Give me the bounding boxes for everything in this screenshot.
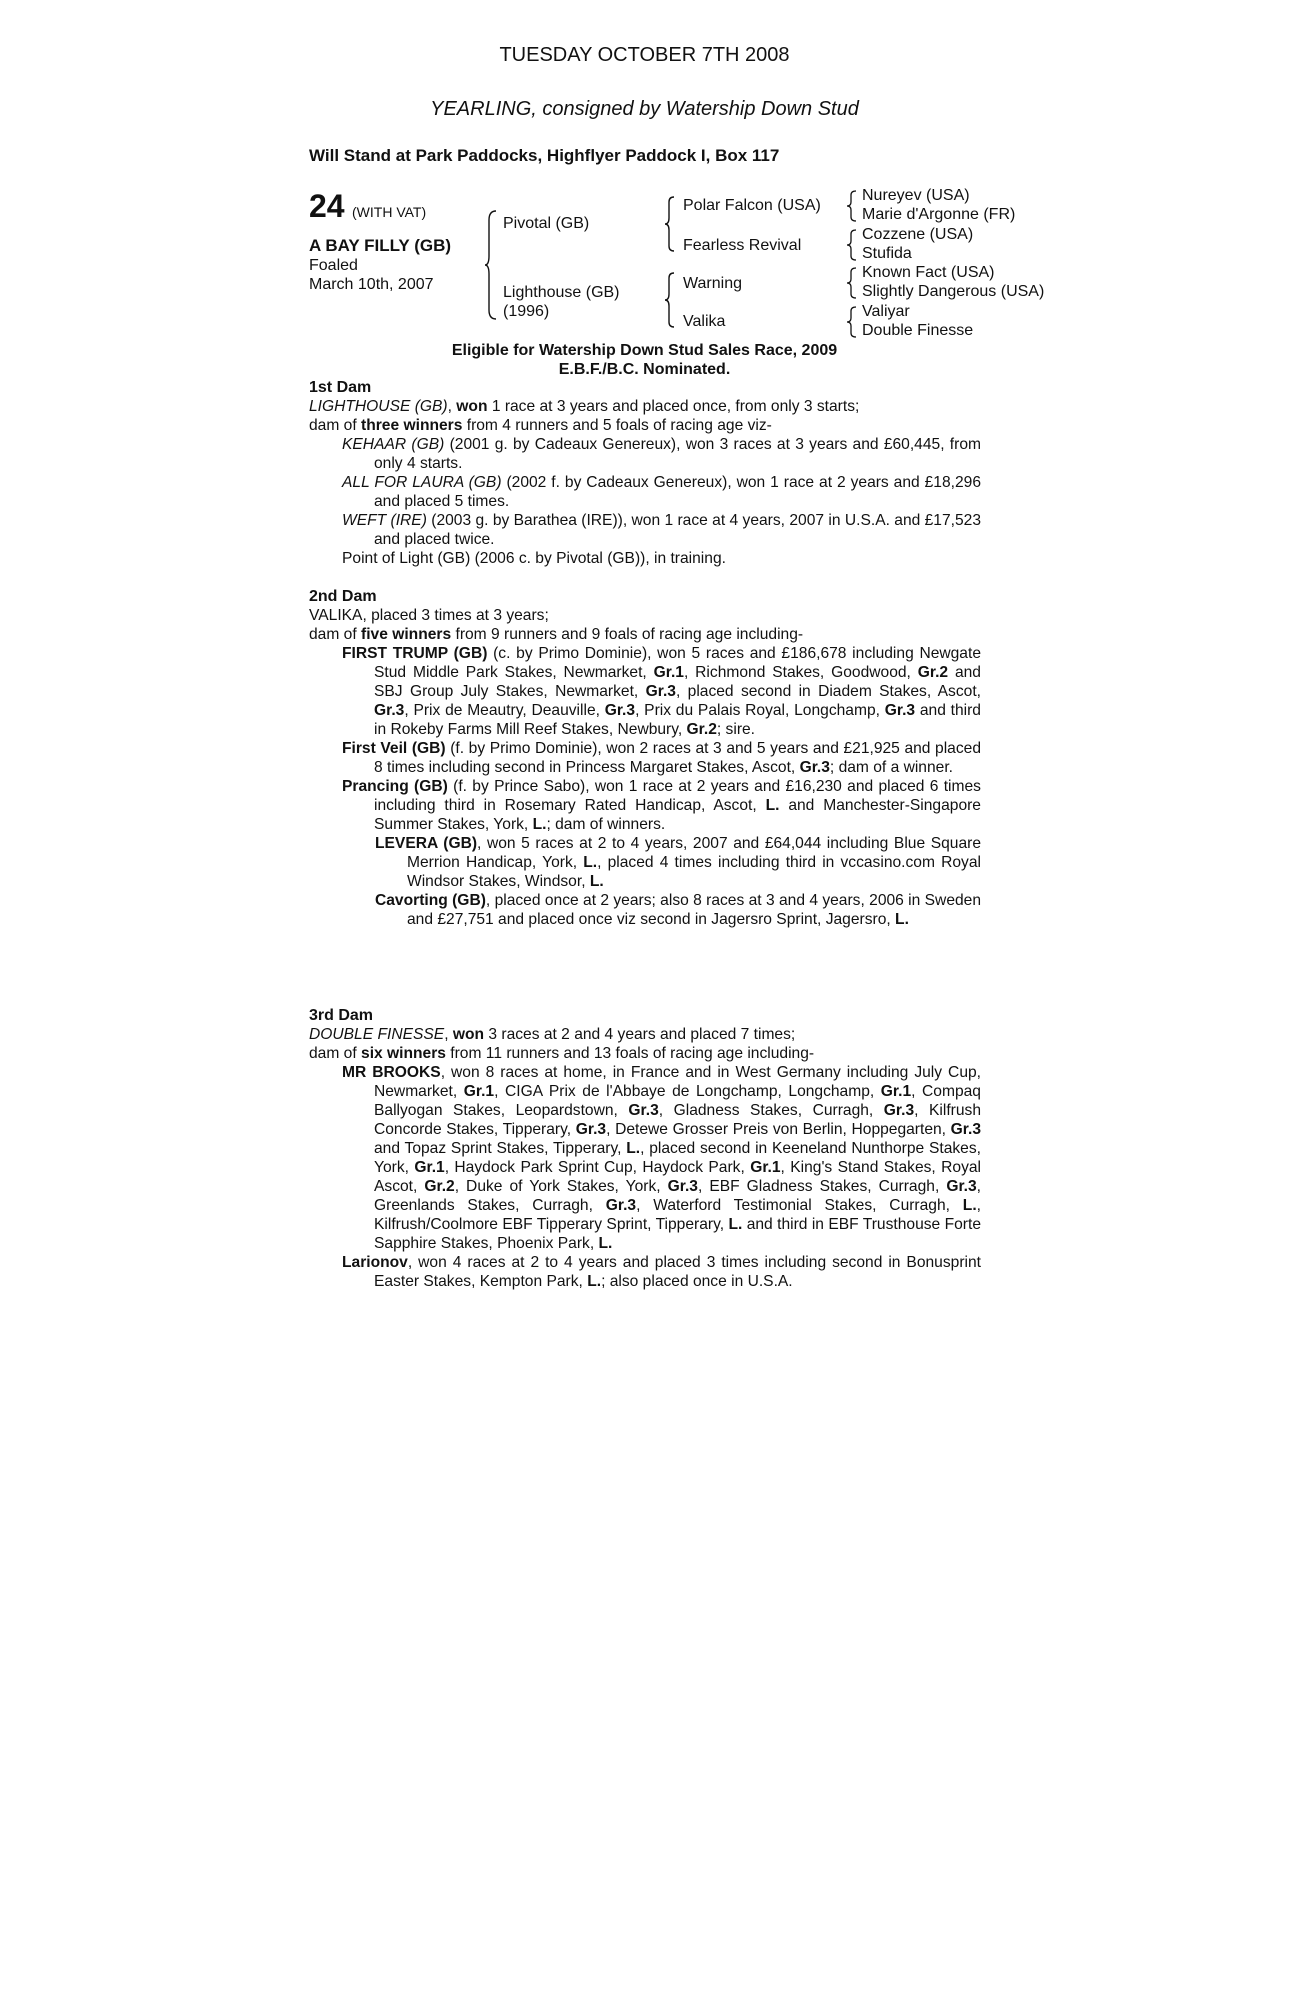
pedigree-brace-dam: [664, 272, 676, 328]
pedigree-gg2: Marie d'Argonne (FR): [862, 206, 1016, 223]
third-dam-offspring: MR BROOKS, won 8 races at home, in France and in West Germany including July Cup, Newmarket, Gr.1, CIGA Prix de l'Abbaye de Longchamp, Longchamp, Gr.1, Compaq Ballyogan Stakes, Leopardstown, Gr.3, Gladness Stakes, Curragh, Gr.3, Kilfrush Concorde Stakes, Tipperary, Gr.3, Detewe Grosser Preis von Berlin, Hoppegarten, Gr.3 and Topaz Sprint Stakes, Tipperary, L., placed second in Keeneland Nunthorpe Stakes, York, Gr.1, Haydock Park Sprint Cup, Haydock Park, Gr.1, King's Stand Stakes, Royal Ascot, Gr.2, Duke of York Stakes, York, Gr.3, EBF Gladness Stakes, Curragh, Gr.3, Greenlands Stakes, Curragh, Gr.3, Waterford Testimonial Stakes, Curragh, L., Kilfrush/Coolmore EBF Tipperary Sprint, Tipperary, L. and third in EBF Trusthouse Forte Sapphire Stakes, Phoenix Park, L.: [342, 1064, 982, 1252]
vat-note: (WITH VAT): [352, 204, 427, 220]
pedigree-brace-main: [484, 210, 498, 320]
first-dam-heading: 1st Dam: [309, 379, 372, 396]
foaled-date: March 10th, 2007: [309, 276, 434, 293]
pedigree-gg5: Known Fact (USA): [862, 264, 995, 281]
first-dam-record: LIGHTHOUSE (GB), won 1 race at 3 years and placed once, from only 3 starts;: [309, 398, 860, 415]
pedigree-brace-g1: [846, 190, 858, 222]
eligibility-line: Eligible for Watership Down Stud Sales Race, 2009: [451, 342, 838, 359]
third-dam-produce-summary: dam of six winners from 11 runners and 13 foals of racing age including-: [309, 1045, 815, 1062]
first-dam-offspring: WEFT (IRE) (2003 g. by Barathea (IRE)), won 1 race at 4 years, 2007 in U.S.A. and £17,523 and placed twice.: [342, 512, 981, 548]
pedigree-brace-g2: [846, 229, 858, 261]
pedigree-gg7: Valiyar: [862, 303, 910, 320]
second-dam-offspring: FIRST TRUMP (GB) (c. by Primo Dominie), won 5 races and £186,678 including Newgate Stud Middle Park Stakes, Newmarket, Gr.1, Richmond Stakes, Goodwood, Gr.2 and SBJ Group July Stakes, Newmarket, Gr.3, placed second in Diadem Stakes, Ascot, Gr.3, Prix de Meautry, Deauville, Gr.3, Prix du Palais Royal, Longchamp, Gr.3 and third in Rokeby Farms Mill Reef Stakes, Newbury, Gr.2; sire.: [342, 645, 981, 738]
granddaughter-offspring: LEVERA (GB), won 5 races at 2 to 4 years, 2007 and £64,044 including Blue Square Merrion Handicap, York, L., placed 4 times including third in vccasino.com Royal Windsor Stakes, Windsor, L.: [375, 835, 982, 890]
first-dam-produce-summary: dam of three winners from 4 runners and 5 foals of racing age viz-: [309, 417, 772, 434]
stand-location: Will Stand at Park Paddocks, Highflyer Paddock I, Box 117: [309, 146, 780, 165]
pedigree-dam-dam: Valika: [683, 313, 726, 330]
pedigree-gg1: Nureyev (USA): [862, 187, 970, 204]
third-dam-heading: 3rd Dam: [309, 1007, 374, 1024]
second-dam-offspring: Prancing (GB) (f. by Prince Sabo), won 1 race at 2 years and £16,230 and placed 6 times including third in Rosemary Rated Handicap, Ascot, L. and Manchester-Singapore Summer Stakes, York, L.; dam of winners.: [342, 778, 981, 833]
pedigree-gg6: Slightly Dangerous (USA): [862, 283, 1045, 300]
nomination-line: E.B.F./B.C. Nominated.: [558, 361, 731, 378]
consignor-line: YEARLING, consigned by Watership Down Stud: [430, 98, 859, 120]
second-dam-produce-summary: dam of five winners from 9 runners and 9 foals of racing age including-: [309, 626, 804, 643]
pedigree-brace-g4: [846, 306, 858, 338]
pedigree-sire: Pivotal (GB): [503, 215, 590, 232]
third-dam-record: DOUBLE FINESSE, won 3 races at 2 and 4 years and placed 7 times;: [309, 1026, 796, 1043]
third-dam-offspring: Larionov, won 4 races at 2 to 4 years and placed 3 times including second in Bonusprint Easter Stakes, Kempton Park, L.; also placed once in U.S.A.: [342, 1254, 981, 1290]
first-dam-offspring: ALL FOR LAURA (GB) (2002 f. by Cadeaux Genereux), won 1 race at 2 years and £18,296 and placed 5 times.: [342, 474, 981, 510]
sale-date: TUESDAY OCTOBER 7TH 2008: [499, 44, 790, 66]
pedigree-gg4: Stufida: [862, 245, 912, 262]
pedigree-sire-sire: Polar Falcon (USA): [683, 197, 821, 214]
pedigree-sire-dam: Fearless Revival: [683, 237, 802, 254]
pedigree-gg3: Cozzene (USA): [862, 226, 974, 243]
second-dam-record: VALIKA, placed 3 times at 3 years;: [309, 607, 549, 624]
pedigree-brace-g3: [846, 267, 858, 299]
pedigree-dam-year: (1996): [503, 303, 550, 320]
third-dam-section: [309, 1006, 981, 1291]
pedigree-dam: Lighthouse (GB): [503, 284, 620, 301]
first-dam-offspring: KEHAAR (GB) (2001 g. by Cadeaux Genereux), won 3 races at 3 years and £60,445, from only 4 starts.: [342, 436, 981, 472]
foaled-label: Foaled: [309, 257, 358, 274]
second-dam-section: [309, 587, 981, 929]
pedigree-brace-sire: [664, 196, 676, 252]
first-dam-offspring: Point of Light (GB) (2006 c. by Pivotal (GB)), in training.: [342, 550, 726, 567]
horse-name: A BAY FILLY (GB): [309, 236, 452, 255]
granddaughter-offspring: Cavorting (GB), placed once at 2 years; also 8 races at 3 and 4 years, 2006 in Sweden and £27,751 and placed once viz second in Jagersro Sprint, Jagersro, L.: [375, 892, 982, 928]
second-dam-offspring: First Veil (GB) (f. by Primo Dominie), won 2 races at 3 and 5 years and £21,925 and placed 8 times including second in Princess Margaret Stakes, Ascot, Gr.3; dam of a winner.: [342, 740, 981, 776]
lot-number: 24: [309, 188, 345, 224]
first-dam-section: [309, 378, 981, 568]
pedigree-dam-sire: Warning: [683, 275, 742, 292]
pedigree-gg8: Double Finesse: [862, 322, 974, 339]
second-dam-heading: 2nd Dam: [309, 588, 377, 605]
